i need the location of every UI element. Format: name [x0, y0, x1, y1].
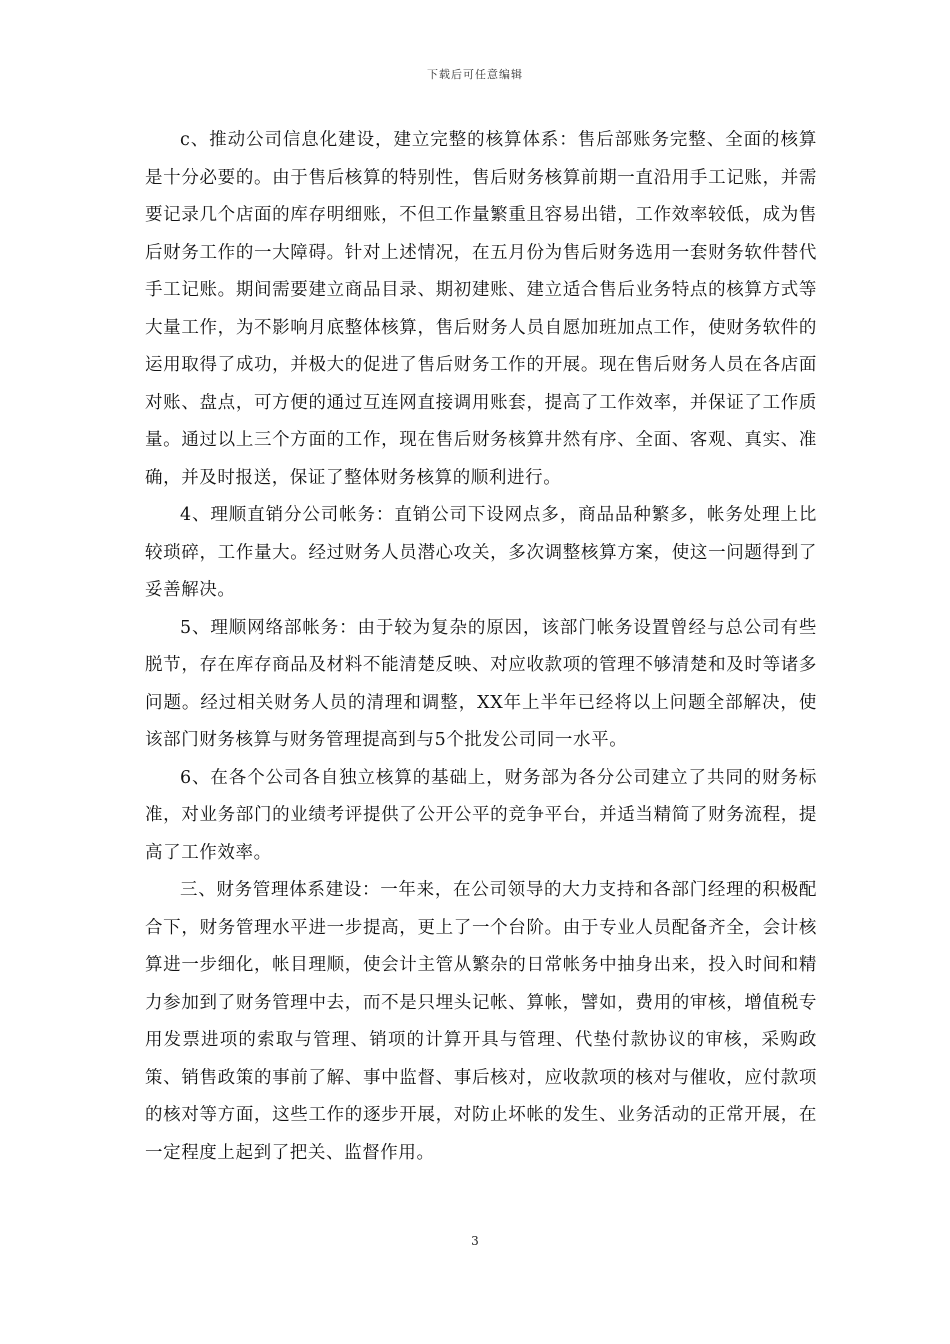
paragraph-6-standards: 6、在各个公司各自独立核算的基础上，财务部为各分公司建立了共同的财务标准，对业务部门的业绩考评提供了公开公平的竞争平台，并适当精简了财务流程，提高了工作效率。	[145, 767, 817, 863]
paragraph-5-network-dept: 5、理顺网络部帐务：由于较为复杂的原因，该部门帐务设置曾经与总公司有些脱节，存在库存商品及材料不能清楚反映、对应收款项的管理不够清楚和及时等诸多问题。经过相关财务人员的清理和调整，XX年上半年已经将以上问题全部解决，使该部门财务核算与财务管理提高到与5个批发公司同一水平。	[145, 617, 817, 750]
page-number: 3	[471, 1234, 479, 1248]
paragraph-4-direct-sales: 4、理顺直销分公司帐务：直销公司下设网点多，商品品种繁多，帐务处理上比较琐碎，工作量大。经过财务人员潜心攻关，多次调整核算方案，使这一问题得到了妥善解决。	[145, 505, 817, 600]
paragraph-c-info-system: c、推动公司信息化建设，建立完整的核算体系：售后部账务完整、全面的核算是十分必要的。由于售后核算的特别性，售后财务核算前期一直沿用手工记账，并需要记录几个店面的库存明细账，不但工作量繁重且容易出错，工作效率较低，成为售后财务工作的一大障碍。针对上述情况，在五月份为售后财务选用一套财务软件替代手工记账。期间需要建立商品目录、期初建账、建立适合售后业务特点的核算方式等大量工作，为不影响月底整体核算，售后财务人员自愿加班加点工作，使财务软件的运用取得了成功，并极大的促进了售后财务工作的开展。现在售后财务人员在各店面对账、盘点，可方便的通过互连网直接调用账套，提高了工作效率，并保证了工作质量。通过以上三个方面的工作，现在售后财务核算井然有序、全面、客观、真实、准确，并及时报送，保证了整体财务核算的顺利进行。	[145, 130, 817, 488]
paragraph-3-management-system: 三、财务管理体系建设：一年来，在公司领导的大力支持和各部门经理的积极配合下，财务管理水平进一步提高，更上了一个台阶。由于专业人员配备齐全，会计核算进一步细化，帐目理顺，使会计主管从繁杂的日常帐务中抽身出来，投入时间和精力参加到了财务管理中去，而不是只埋头记帐、算帐，譬如，费用的审核，增值税专用发票进项的索取与管理、销项的计算开具与管理、代垫付款协议的审核，采购政策、销售政策的事前了解、事中监督、事后核对，应收款项的核对与催收，应付款项的核对等方面，这些工作的逐步开展，对防止坏帐的发生、业务活动的正常开展，在一定程度上起到了把关、监督作用。	[145, 880, 817, 1163]
page-header: 下载后可任意编辑	[427, 68, 523, 81]
document-body	[145, 122, 817, 1172]
